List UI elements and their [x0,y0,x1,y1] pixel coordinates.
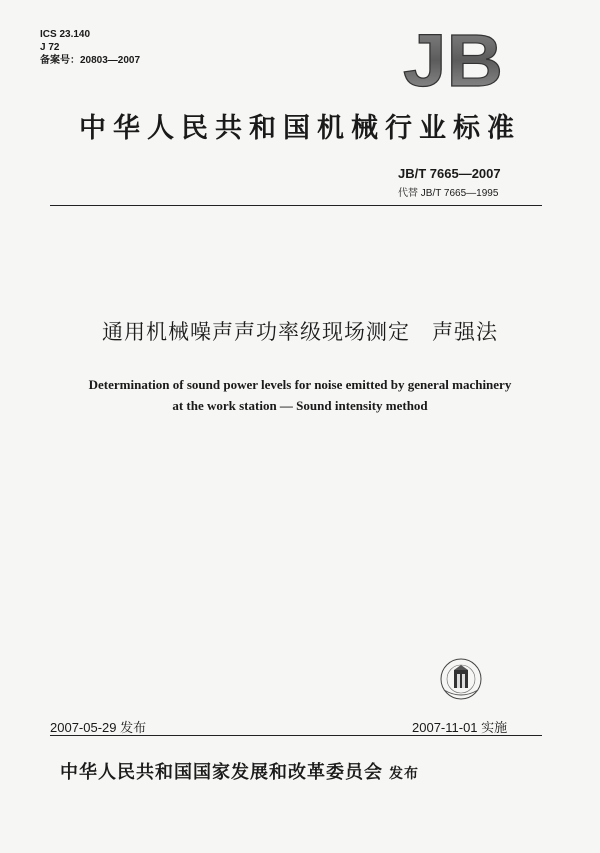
record-number: 备案号：20803—2007 [40,55,141,66]
title-english [20,374,580,416]
standard-heading: 中华人民共和国机械行业标准 [79,113,521,144]
publisher-suffix: 发布 [389,766,419,782]
replaces-standard: 代替 JB/T 7665—1995 [398,188,499,199]
publisher-line [60,758,419,784]
class-code: J 72 [40,42,60,53]
classification-codes [40,28,140,67]
jb-logo [400,28,506,92]
title-chinese: 通用机械噪声声功率级现场测定 声强法 [102,320,498,344]
standard-number: JB/T 7665—2007 [398,166,501,181]
logo-text: JB [403,28,503,92]
publisher-emblem [430,656,492,702]
ics-code: ICS 23.140 [40,29,91,40]
publisher-name: 中华人民共和国国家发展和改革委员会 [60,762,383,783]
top-divider [50,205,542,206]
issue-date: 2007-05-29 发布 [50,720,147,735]
title-english-line1: Determination of sound power levels for noise emitted by general machinery [88,377,512,392]
effective-date: 2007-11-01 实施 [412,720,508,735]
title-english-line2: at the work station — Sound intensity method [172,398,428,413]
